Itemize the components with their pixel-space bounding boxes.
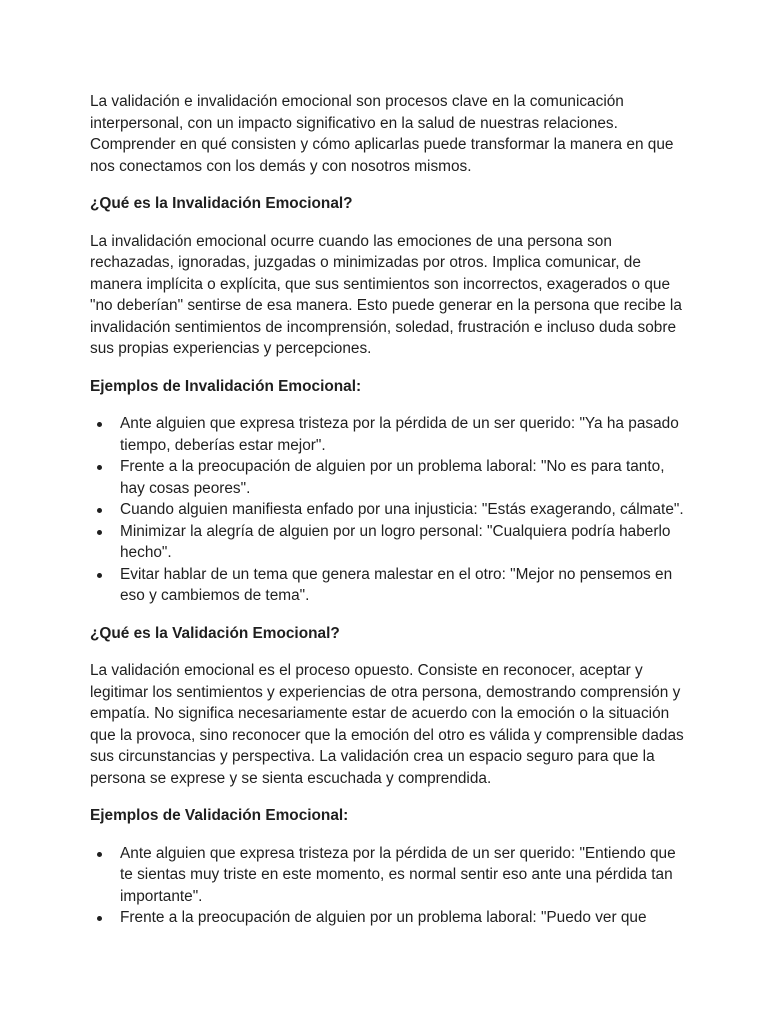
bullet-icon: [97, 852, 102, 857]
list-validation-examples: [90, 843, 690, 929]
bullet-icon: [97, 573, 102, 578]
list-item-text: Frente a la preocupación de alguien por un problema laboral: "Puedo ver que: [120, 909, 647, 926]
bullet-icon: [97, 465, 102, 470]
list-item-text: Frente a la preocupación de alguien por un problema laboral: "No es para tanto, hay cosas peores".: [120, 458, 665, 497]
heading-validation: ¿Qué es la Validación Emocional?: [90, 624, 340, 642]
list-item-text: Ante alguien que expresa tristeza por la pérdida de un ser querido: "Entiendo que te sientas muy triste en este momento, es normal sentir eso ante una pérdida tan importante".: [120, 844, 676, 905]
bullet-icon: [97, 422, 102, 427]
list-item: [90, 843, 690, 908]
bullet-icon: [97, 916, 102, 921]
heading-validation-examples: Ejemplos de Validación Emocional:: [90, 807, 349, 824]
list-item: [90, 521, 690, 564]
bullet-icon: [97, 530, 102, 535]
list-invalidation-examples: [90, 413, 690, 607]
document-page: [90, 91, 690, 945]
list-item: [90, 564, 690, 607]
paragraph-validation: La validación emocional es el proceso opuesto. Consiste en reconocer, aceptar y legitimar los sentimientos y experiencias de otra persona, demostrando comprensión y empatía. No significa necesariamente estar de acuerdo con la emoción o la situación que la provoca, sino reconocer que la emoción del otro es válida y comprensible dadas sus circunstancias y perspectiva. La validación crea un espacio seguro para que la persona se exprese y se sienta escuchada y comprendida.: [90, 662, 684, 787]
bullet-icon: [97, 508, 102, 513]
list-item-text: Evitar hablar de un tema que genera malestar en el otro: "Mejor no pensemos en eso y cambiemos de tema".: [120, 565, 673, 604]
list-item: [90, 499, 690, 521]
list-item-text: Minimizar la alegría de alguien por un logro personal: "Cualquiera podría haberlo hecho".: [120, 522, 671, 561]
heading-invalidation-examples: Ejemplos de Invalidación Emocional:: [90, 377, 362, 395]
list-item-text: Ante alguien que expresa tristeza por la pérdida de un ser querido: "Ya ha pasado tiempo, deberías estar mejor".: [120, 415, 679, 454]
paragraph-invalidation: La invalidación emocional ocurre cuando las emociones de una persona son rechazadas, ignoradas, juzgadas o minimizadas por otros. Implica comunicar, de manera implícita o explícita, que sus sentimientos son incorrectos, exagerados o que "no deberían" sentirse de esa manera. Esto puede generar en la persona que recibe la invalidación sentimientos de incomprensión, soledad, frustración e incluso duda sobre sus propias experiencias y percepciones.: [90, 232, 682, 357]
list-item: [90, 456, 690, 499]
intro-paragraph: La validación e invalidación emocional son procesos clave en la comunicación interpersonal, con un impacto significativo en la salud de nuestras relaciones. Comprender en qué consisten y cómo aplicarlas puede transformar la manera en que nos conectamos con los demás y con nosotros mismos.: [90, 93, 674, 175]
list-item: [90, 413, 690, 456]
list-item-text: Cuando alguien manifiesta enfado por una injusticia: "Estás exagerando, cálmate".: [120, 501, 684, 518]
heading-invalidation: ¿Qué es la Invalidación Emocional?: [90, 195, 353, 212]
list-item: [90, 907, 690, 929]
